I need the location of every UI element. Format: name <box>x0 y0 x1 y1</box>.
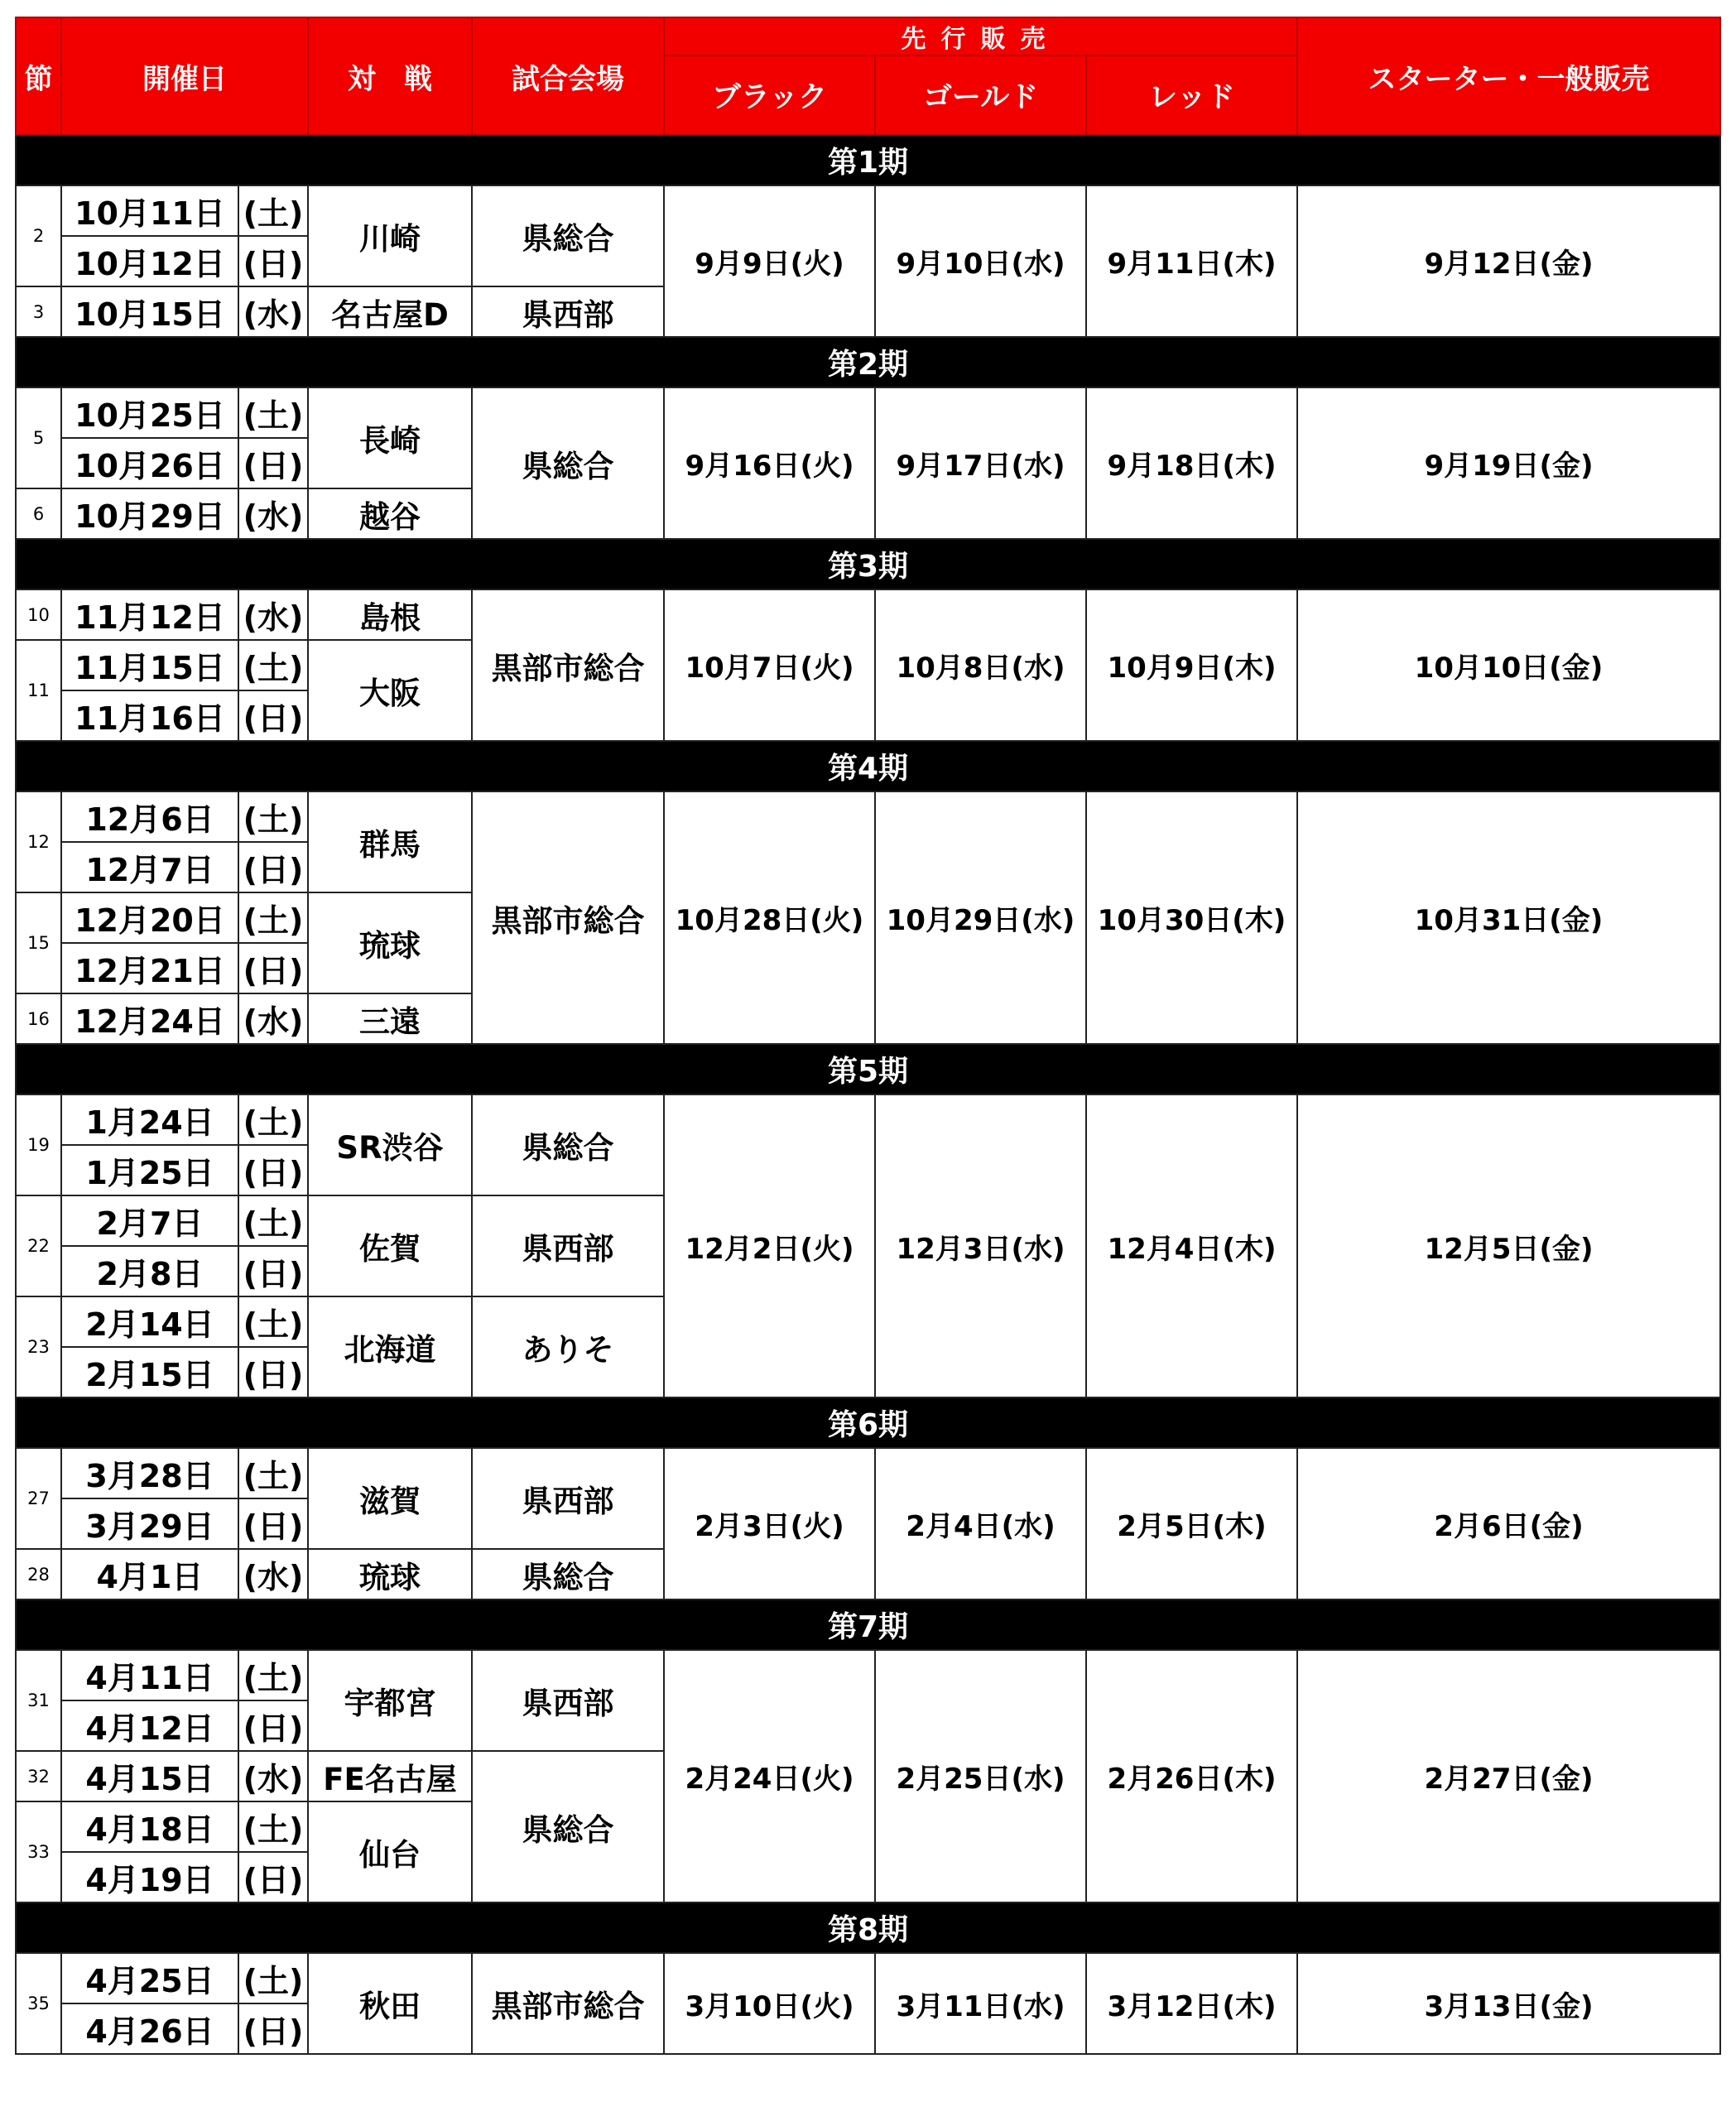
sale-red: 10月30日(木) <box>1086 791 1297 1044</box>
sale-general: 2月6日(金) <box>1297 1448 1720 1599</box>
game-weekday: (土) <box>238 1801 308 1852</box>
sale-gold: 2月25日(水) <box>875 1650 1086 1902</box>
table-row <box>16 387 1720 438</box>
game-date: 4月15日 <box>61 1751 238 1801</box>
table-row <box>16 1094 1720 1145</box>
venue: 県総合 <box>472 185 664 286</box>
game-weekday: (水) <box>238 286 308 337</box>
venue: 県西部 <box>472 286 664 337</box>
venue: 県西部 <box>472 1195 664 1296</box>
header-presale: 先行販売 <box>664 17 1297 55</box>
sale-black: 9月16日(火) <box>664 387 875 539</box>
game-weekday: (土) <box>238 1296 308 1347</box>
opponent: 北海道 <box>308 1296 472 1397</box>
opponent: 三遠 <box>308 993 472 1044</box>
section-number: 31 <box>16 1650 61 1751</box>
game-weekday: (水) <box>238 589 308 640</box>
section-number: 15 <box>16 892 61 993</box>
sale-red: 10月9日(木) <box>1086 589 1297 741</box>
section-number: 35 <box>16 1953 61 2054</box>
sale-black: 9月9日(火) <box>664 185 875 337</box>
sale-gold: 9月17日(水) <box>875 387 1086 539</box>
section-number: 5 <box>16 387 61 488</box>
sale-black: 2月3日(火) <box>664 1448 875 1599</box>
opponent: 大阪 <box>308 640 472 741</box>
game-date: 10月12日 <box>61 236 238 286</box>
period-title: 第7期 <box>16 1599 1720 1650</box>
period-title: 第2期 <box>16 337 1720 387</box>
sale-gold: 10月8日(水) <box>875 589 1086 741</box>
game-weekday: (土) <box>238 1195 308 1246</box>
game-date: 12月7日 <box>61 842 238 892</box>
game-weekday: (土) <box>238 640 308 690</box>
game-date: 2月8日 <box>61 1246 238 1296</box>
game-weekday: (土) <box>238 185 308 236</box>
section-number: 11 <box>16 640 61 741</box>
opponent: 宇都宮 <box>308 1650 472 1751</box>
game-date: 12月6日 <box>61 791 238 842</box>
section-number: 6 <box>16 488 61 539</box>
game-date: 2月14日 <box>61 1296 238 1347</box>
section-number: 12 <box>16 791 61 892</box>
opponent: 仙台 <box>308 1801 472 1902</box>
header-black: ブラック <box>664 55 875 135</box>
opponent: 島根 <box>308 589 472 640</box>
sale-general: 2月27日(金) <box>1297 1650 1720 1902</box>
venue: 県西部 <box>472 1650 664 1751</box>
opponent: 越谷 <box>308 488 472 539</box>
venue: 県総合 <box>472 1549 664 1599</box>
opponent: 琉球 <box>308 1549 472 1599</box>
game-weekday: (土) <box>238 892 308 943</box>
game-date: 4月19日 <box>61 1852 238 1902</box>
game-date: 4月1日 <box>61 1549 238 1599</box>
period-row <box>16 1902 1720 1953</box>
period-title: 第3期 <box>16 539 1720 589</box>
sale-gold: 3月11日(水) <box>875 1953 1086 2054</box>
table-row <box>16 1448 1720 1498</box>
game-date: 11月15日 <box>61 640 238 690</box>
game-weekday: (日) <box>238 842 308 892</box>
header-red: レッド <box>1086 55 1297 135</box>
period-row <box>16 135 1720 185</box>
section-number: 2 <box>16 185 61 286</box>
section-number: 23 <box>16 1296 61 1397</box>
game-date: 3月28日 <box>61 1448 238 1498</box>
game-weekday: (日) <box>238 690 308 741</box>
game-date: 4月18日 <box>61 1801 238 1852</box>
game-weekday: (水) <box>238 1751 308 1801</box>
opponent: 滋賀 <box>308 1448 472 1549</box>
game-weekday: (日) <box>238 1498 308 1549</box>
venue: 県総合 <box>472 1751 664 1902</box>
sale-gold: 2月4日(水) <box>875 1448 1086 1599</box>
section-number: 28 <box>16 1549 61 1599</box>
game-date: 11月16日 <box>61 690 238 741</box>
section-number: 27 <box>16 1448 61 1549</box>
period-row <box>16 1044 1720 1094</box>
game-weekday: (日) <box>238 1145 308 1195</box>
opponent: FE名古屋 <box>308 1751 472 1801</box>
game-date: 12月21日 <box>61 943 238 993</box>
sale-black: 2月24日(火) <box>664 1650 875 1902</box>
period-row <box>16 539 1720 589</box>
period-title: 第8期 <box>16 1902 1720 1953</box>
sale-gold: 12月3日(水) <box>875 1094 1086 1397</box>
game-date: 11月12日 <box>61 589 238 640</box>
game-weekday: (水) <box>238 488 308 539</box>
table-row <box>16 1650 1720 1700</box>
game-date: 4月11日 <box>61 1650 238 1700</box>
opponent: 琉球 <box>308 892 472 993</box>
header-venue: 試合会場 <box>472 17 664 135</box>
schedule-body <box>16 135 1720 2054</box>
venue: 県西部 <box>472 1448 664 1549</box>
section-number: 16 <box>16 993 61 1044</box>
section-number: 32 <box>16 1751 61 1801</box>
venue: ありそ <box>472 1296 664 1397</box>
game-date: 4月25日 <box>61 1953 238 2003</box>
opponent: 秋田 <box>308 1953 472 2054</box>
section-number: 19 <box>16 1094 61 1195</box>
opponent: 佐賀 <box>308 1195 472 1296</box>
game-weekday: (土) <box>238 1650 308 1700</box>
section-number: 33 <box>16 1801 61 1902</box>
game-date: 10月11日 <box>61 185 238 236</box>
game-date: 10月25日 <box>61 387 238 438</box>
opponent: 川崎 <box>308 185 472 286</box>
section-number: 22 <box>16 1195 61 1296</box>
sale-red: 9月11日(木) <box>1086 185 1297 337</box>
sale-general: 12月5日(金) <box>1297 1094 1720 1397</box>
game-weekday: (日) <box>238 1700 308 1751</box>
header-general-sale: スターター・一般販売 <box>1297 17 1720 135</box>
venue: 県総合 <box>472 387 664 539</box>
period-title: 第4期 <box>16 741 1720 791</box>
game-weekday: (土) <box>238 1448 308 1498</box>
opponent: 名古屋D <box>308 286 472 337</box>
sale-gold: 10月29日(水) <box>875 791 1086 1044</box>
header-date: 開催日 <box>61 17 308 135</box>
venue: 黒部市総合 <box>472 1953 664 2054</box>
sale-black: 12月2日(火) <box>664 1094 875 1397</box>
period-row <box>16 337 1720 387</box>
sale-red: 3月12日(木) <box>1086 1953 1297 2054</box>
table-row <box>16 185 1720 236</box>
period-row <box>16 1599 1720 1650</box>
game-date: 2月7日 <box>61 1195 238 1246</box>
game-weekday: (土) <box>238 1953 308 2003</box>
sale-black: 10月7日(火) <box>664 589 875 741</box>
game-weekday: (土) <box>238 387 308 438</box>
table-row <box>16 1953 1720 2003</box>
game-weekday: (日) <box>238 1347 308 1397</box>
period-title: 第1期 <box>16 135 1720 185</box>
opponent: SR渋谷 <box>308 1094 472 1195</box>
sale-red: 2月5日(木) <box>1086 1448 1297 1599</box>
game-weekday: (日) <box>238 2003 308 2054</box>
sale-black: 10月28日(火) <box>664 791 875 1044</box>
game-date: 12月20日 <box>61 892 238 943</box>
venue: 黒部市総合 <box>472 589 664 741</box>
sale-gold: 9月10日(水) <box>875 185 1086 337</box>
sale-general: 9月12日(金) <box>1297 185 1720 337</box>
game-weekday: (土) <box>238 791 308 842</box>
game-date: 12月24日 <box>61 993 238 1044</box>
table-row <box>16 589 1720 640</box>
section-number: 10 <box>16 589 61 640</box>
opponent: 群馬 <box>308 791 472 892</box>
venue: 黒部市総合 <box>472 791 664 1044</box>
sale-black: 3月10日(火) <box>664 1953 875 2054</box>
sale-general: 10月31日(金) <box>1297 791 1720 1044</box>
game-date: 2月15日 <box>61 1347 238 1397</box>
period-row <box>16 741 1720 791</box>
game-weekday: (日) <box>238 1246 308 1296</box>
game-weekday: (水) <box>238 1549 308 1599</box>
period-title: 第5期 <box>16 1044 1720 1094</box>
ticket-sales-schedule-table <box>15 17 1721 2055</box>
sale-red: 2月26日(木) <box>1086 1650 1297 1902</box>
sale-general: 10月10日(金) <box>1297 589 1720 741</box>
game-weekday: (日) <box>238 943 308 993</box>
period-row <box>16 1397 1720 1448</box>
game-date: 1月25日 <box>61 1145 238 1195</box>
game-date: 1月24日 <box>61 1094 238 1145</box>
game-date: 10月26日 <box>61 438 238 488</box>
sale-general: 9月19日(金) <box>1297 387 1720 539</box>
opponent: 長崎 <box>308 387 472 488</box>
game-date: 4月12日 <box>61 1700 238 1751</box>
header-gold: ゴールド <box>875 55 1086 135</box>
period-title: 第6期 <box>16 1397 1720 1448</box>
game-weekday: (土) <box>238 1094 308 1145</box>
section-number: 3 <box>16 286 61 337</box>
game-date: 4月26日 <box>61 2003 238 2054</box>
sale-red: 9月18日(木) <box>1086 387 1297 539</box>
sale-red: 12月4日(木) <box>1086 1094 1297 1397</box>
sale-general: 3月13日(金) <box>1297 1953 1720 2054</box>
game-date: 10月15日 <box>61 286 238 337</box>
game-date: 10月29日 <box>61 488 238 539</box>
game-weekday: (水) <box>238 993 308 1044</box>
header-section: 節 <box>16 17 61 135</box>
game-weekday: (日) <box>238 236 308 286</box>
game-weekday: (日) <box>238 438 308 488</box>
game-date: 3月29日 <box>61 1498 238 1549</box>
venue: 県総合 <box>472 1094 664 1195</box>
header-opponent: 対 戦 <box>308 17 472 135</box>
game-weekday: (日) <box>238 1852 308 1902</box>
table-row <box>16 791 1720 842</box>
